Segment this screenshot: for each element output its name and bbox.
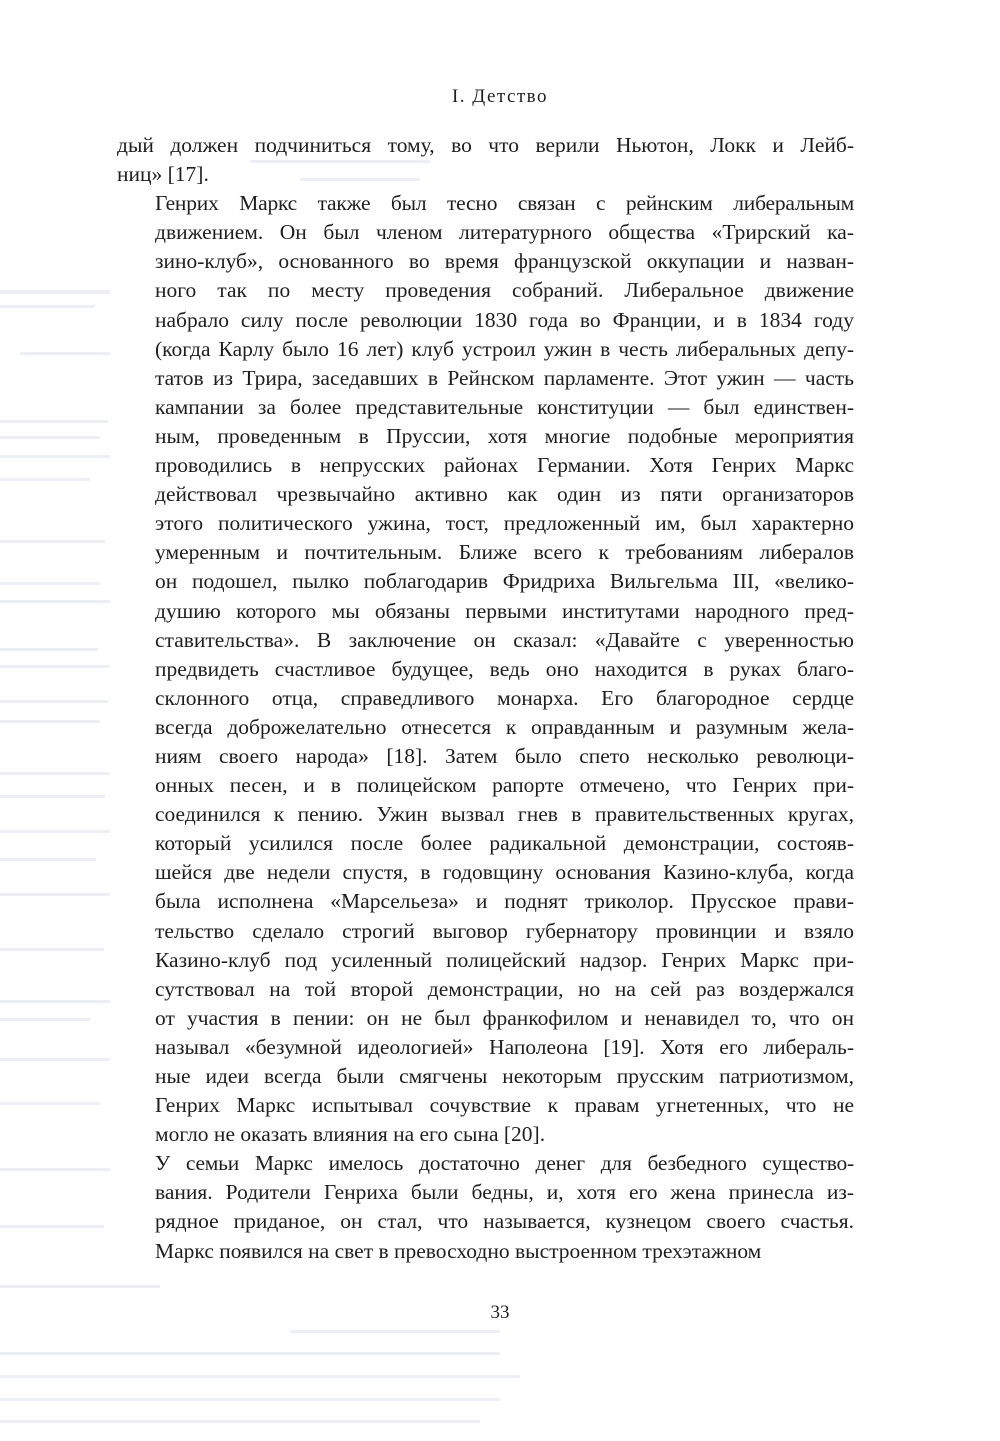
text-line: называл «безумной идеологией» Наполеона [19]. Хотя его либераль- [155, 1034, 854, 1059]
paragraph [117, 1149, 854, 1265]
text-line: ниям своего народа» [18]. Затем было спето несколько революци- [155, 743, 854, 768]
text-line: ниц» [17]. [117, 162, 209, 187]
text-line: набрало силу после революции 1830 года во Франции, и в 1834 году [155, 307, 854, 332]
body-text [117, 131, 854, 1266]
text-line: зино-клуб», основанного во время французской оккупации и назван- [155, 249, 854, 274]
text-line: вания. Родители Генриха были бедны, и, хотя его жена принесла из- [155, 1180, 854, 1205]
text-line: Генрих Маркс испытывал сочувствие к правам угнетенных, что не [155, 1093, 854, 1118]
text-line: Маркс появился на свет в превосходно выстроенном трехэтажном [155, 1238, 762, 1263]
text-line: была исполнена «Марсельеза» и поднят триколор. Прусское прави- [155, 889, 854, 914]
text-line: могло не оказать влияния на его сына [20]. [155, 1122, 546, 1147]
text-line: который усилился после более радикальной демонстрации, состояв- [155, 831, 854, 856]
text-line: всегда доброжелательно отнесется к оправданным и разумным жела- [155, 714, 854, 739]
text-line: от участия в пении: он не был франкофилом и ненавидел то, что он [155, 1005, 854, 1030]
text-line: этого политического ужина, тост, предложенный им, был характерно [155, 511, 854, 536]
text-line: шейся две недели спустя, в годовщину основания Казино-клуба, когда [155, 860, 854, 885]
text-line: соединился к пению. Ужин вызвал гнев в правительственных кругах, [155, 802, 854, 827]
text-line: склонного отца, справедливого монарха. Его благородное сердце [155, 685, 854, 710]
text-line: тельство сделало строгий выговор губернатору провинции и взяло [155, 918, 854, 943]
text-line: онных песен, и в полицейском рапорте отмечено, что Генрих при- [155, 773, 854, 798]
text-line: ставительства». В заключение он сказал: «Давайте с уверенностью [155, 627, 854, 652]
paragraph [117, 189, 854, 1149]
text-line: предвидеть счастливое будущее, ведь оно находится в руках благо- [155, 656, 854, 681]
text-line: душию которого мы обязаны первыми институтами народного пред- [155, 598, 854, 623]
text-line: дый должен подчиниться тому, во что верили Ньютон, Локк и Лейб- [117, 133, 854, 157]
running-head: I. Детство [451, 86, 549, 107]
text-line: Казино-клуб под усиленный полицейский надзор. Генрих Маркс при- [155, 947, 854, 972]
page-number: 33 [490, 1302, 510, 1323]
text-line: ного так по месту проведения собраний. Либеральное движение [155, 278, 854, 303]
text-line: кампании за более представительные конституции — был единствен- [155, 394, 854, 419]
text-line: проводились в непрусских районах Германии. Хотя Генрих Маркс [155, 453, 854, 478]
text-line: (когда Карлу было 16 лет) клуб устроил ужин в честь либеральных депу- [155, 336, 854, 361]
paragraph [117, 131, 854, 189]
text-line: рядное приданое, он стал, что называется, кузнецом своего счастья. [155, 1209, 854, 1234]
text-line: действовал чрезвычайно активно как один из пяти организаторов [155, 482, 854, 507]
text-line: ные идеи всегда были смягчены некоторым прусским патриотизмом, [155, 1064, 854, 1088]
text-line: ным, проведенным в Пруссии, хотя многие подобные мероприятия [155, 423, 854, 448]
text-line: движением. Он был членом литературного общества «Трирский ка- [155, 220, 854, 245]
text-line: сутствовал на той второй демонстрации, но на сей раз воздержался [155, 976, 854, 1001]
text-line: У семьи Маркс имелось достаточно денег для безбедного существо- [155, 1151, 854, 1176]
text-line: Генрих Маркс также был тесно связан с рейнским либеральным [155, 191, 854, 216]
text-line: он подошел, пылко поблагодарив Фридриха Вильгельма III, «велико- [155, 569, 854, 594]
text-line: татов из Трира, заседавших в Рейнском парламенте. Этот ужин — часть [155, 365, 854, 390]
text-line: умеренным и почтительным. Ближе всего к требованиям либералов [155, 540, 854, 565]
